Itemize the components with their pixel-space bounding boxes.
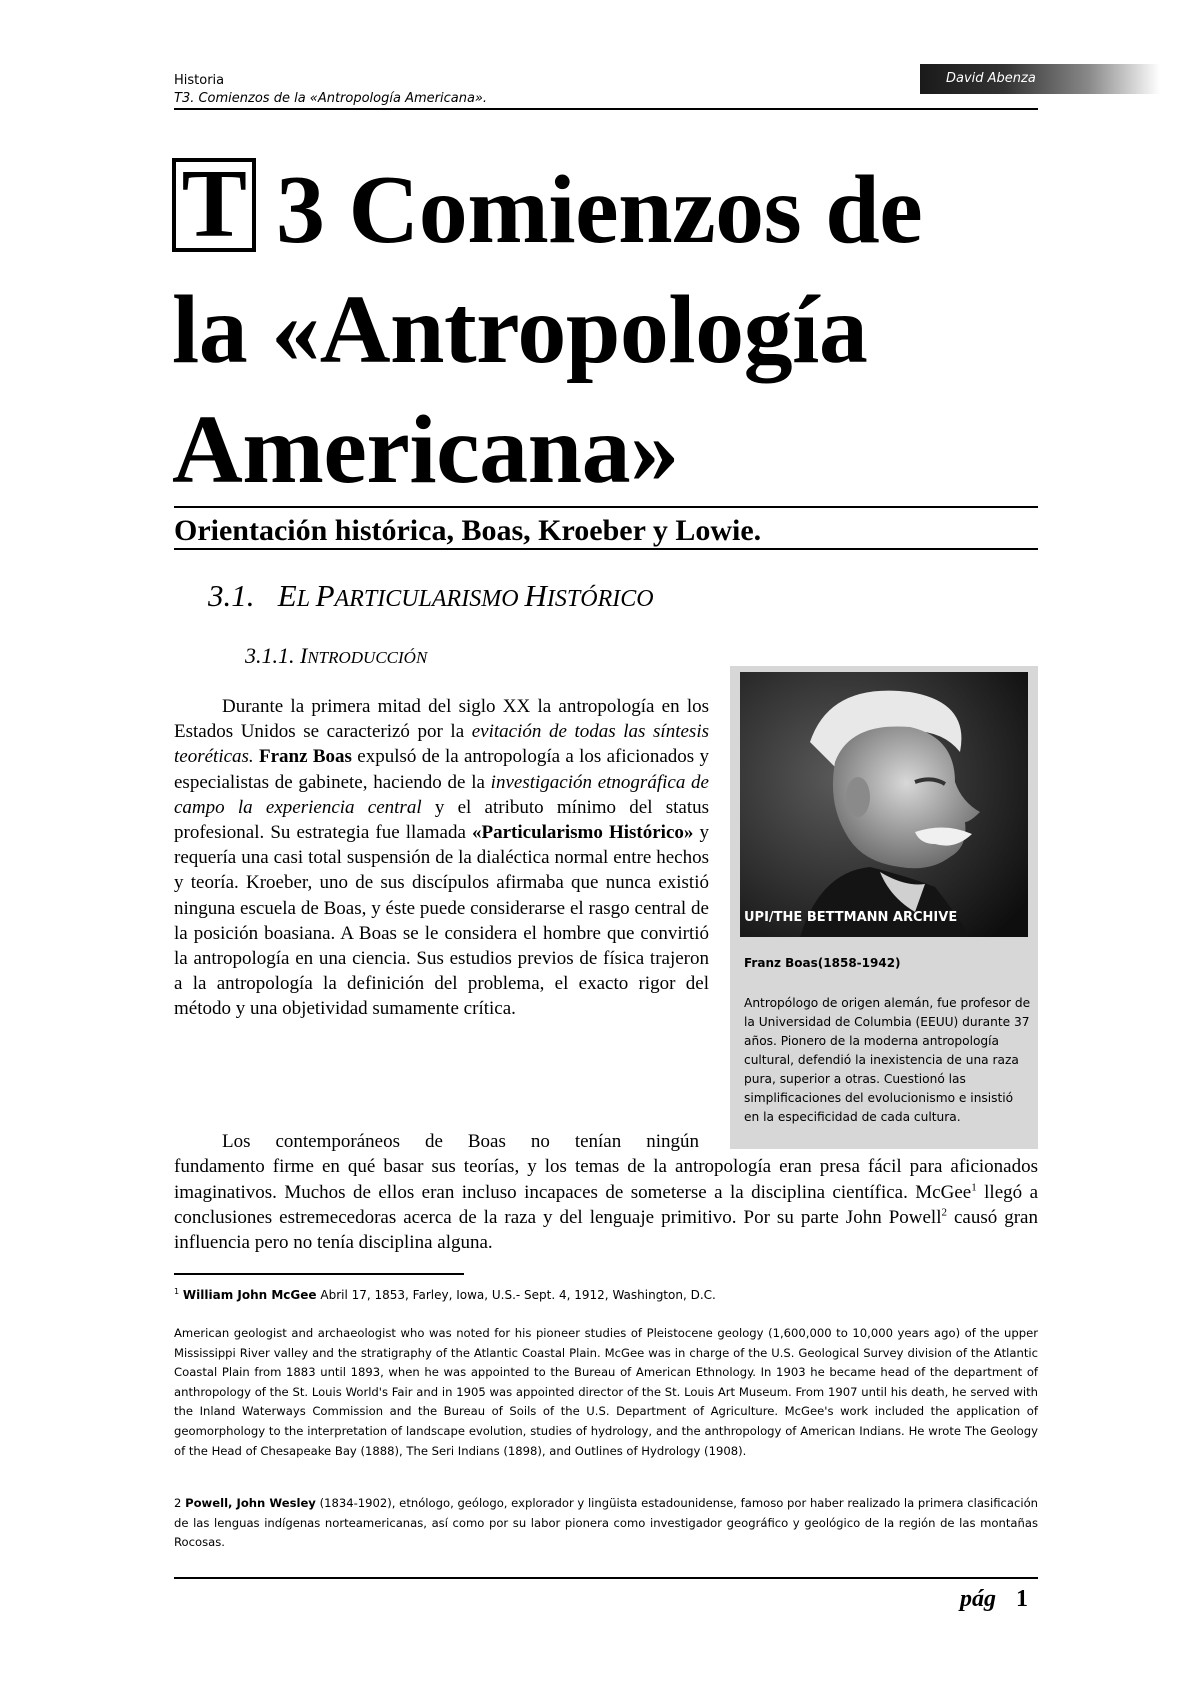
page-footer (960, 1586, 1028, 1613)
page-title (172, 150, 1072, 510)
section-heading: 3.1. EL PARTICULARISMO HISTÓRICO (208, 578, 654, 613)
title-line-3: Americana» (172, 396, 679, 504)
boas-figure (730, 666, 1038, 1149)
subtitle-bottom-rule (174, 548, 1038, 550)
header-chapter: T3. Comienzos de la «Antropología Americana». (174, 91, 488, 106)
footer-divider (174, 1577, 1038, 1579)
subtitle-top-rule (174, 506, 1038, 508)
section-number: 3.1. (208, 578, 255, 613)
page-number: 1 (1016, 1586, 1028, 1612)
page-label: pág (960, 1586, 996, 1612)
footnote-ref-1[interactable]: 1 (971, 1181, 977, 1194)
chapter-subtitle: Orientación histórica, Boas, Kroeber y Lowie. (174, 514, 762, 547)
footnote-1: $^1$ William John McGee Abril 17, 1853, Farley, Iowa, U.S.- Sept. 4, 1912, Washington, D.C. (174, 1287, 716, 1302)
title-line-1: 3 Comienzos de (276, 156, 923, 264)
footnote-ref-2[interactable]: 2 (941, 1206, 947, 1219)
title-box-letter: T (172, 158, 256, 252)
subsection-heading: 3.1.1. INTRODUCCIÓN (245, 643, 428, 668)
second-paragraph: Los contemporáneos de Boas no tenían ningún fundamento firme en qué basar sus teorías, y los temas de la antropología eran presa fácil para aficionados imaginativos. Muchos de ellos eran incluso incapaces de someterse a la disciplina científica. McGee$^1$ llegó a conclusiones estremecedoras acerca de la raza y del lenguaje primitivo. Por su parte John Powell$^2$ causó gran influencia pero no tenía disciplina alguna. (174, 1131, 1039, 1254)
figure-caption-title: Franz Boas(1858-1942) (744, 956, 901, 970)
header-divider (174, 108, 1038, 110)
intro-paragraph: Durante la primera mitad del siglo XX la antropología en los Estados Unidos se caracterizó por la evitación de todas las síntesis teoréticas. Franz Boas expulsó de la antropología a los aficionados y especialistas de gabinete, haciendo de la investigación etnográfica de campo la experiencia central y el atributo mínimo del status profesional. Su estrategia fue llamada «Particularismo Histórico» y requería una casi total suspensión de la dialéctica normal entre hechos y teoría. Kroeber, uno de sus discípulos afirmaba que nunca existió ninguna escuela de Boas, y éste puede considerarse el rasgo central de la posición boasiana. A Boas se le considera el hombre que convirtió la antropología en una ciencia. Sus estudios previos de física trajeron a la antropología la definición del problema, el exacto rigor del método y una objetividad sumamente crítica. (174, 696, 710, 1020)
boas-portrait-image (740, 672, 1028, 937)
footnote-1-bio: American geologist and archaeologist who was noted for his pioneer studies of Pleistocene geology (1,600,000 to 10,000 years ago) of the upper Mississippi River valley and the stratigraphy of the Atlantic Coastal Plain. McGee was in charge of the U.S. Geological Survey division of the Atlantic Coastal Plain from 1883 until 1893, when he was appointed to the Bureau of American Ethnology. In 1903 he became head of the department of anthropology of the St. Louis World's Fair and in 1905 was appointed director of the St. Louis Art Museum. From 1907 until his death, he served with the Inland Waterways Commission and the Bureau of Soils of the U.S. Department of Agriculture. McGee's work included the application of geomorphology to the interpretation of landscape evolution, studies of hydrology, and the anthropology of American Indians. He wrote The Geology of the Head of Chesapeake Bay (1888), The Seri Indians (1898), and Outlines of Hydrology (1908). (174, 1326, 1038, 1458)
footnote-2: 2 Powell, John Wesley (1834-1902), etnólogo, geólogo, explorador y lingüista estadounidense, famoso por haber realizado la primera clasificación de las lenguas indígenas norteamericanas, así como por su labor pionera como investigador geográfico y geológico de la región de las montañas Rocosas. (174, 1496, 1039, 1550)
header-author: David Abenza (920, 64, 1160, 94)
photo-credit: UPI/THE BETTMANN ARCHIVE (744, 910, 958, 925)
second-paragraph-first-line: Los contemporáneos de Boas no tenían ningún (222, 1131, 699, 1152)
title-line-2: la «Antropología (172, 276, 868, 384)
running-header (174, 72, 487, 108)
footnote-divider (174, 1273, 464, 1275)
header-subject: Historia (174, 73, 225, 88)
subsection-number: 3.1.1. (245, 643, 295, 668)
figure-caption-text: Antropólogo de origen alemán, fue profesor de la Universidad de Columbia (EEUU) durante 37 años. Pionero de la moderna antropología cultural, defendió la inexistencia de una raza pura, superior a otras. Cuestionó las simplificaciones del evolucionismo e insistió en la especificidad de cada cultura. (744, 996, 1031, 1124)
